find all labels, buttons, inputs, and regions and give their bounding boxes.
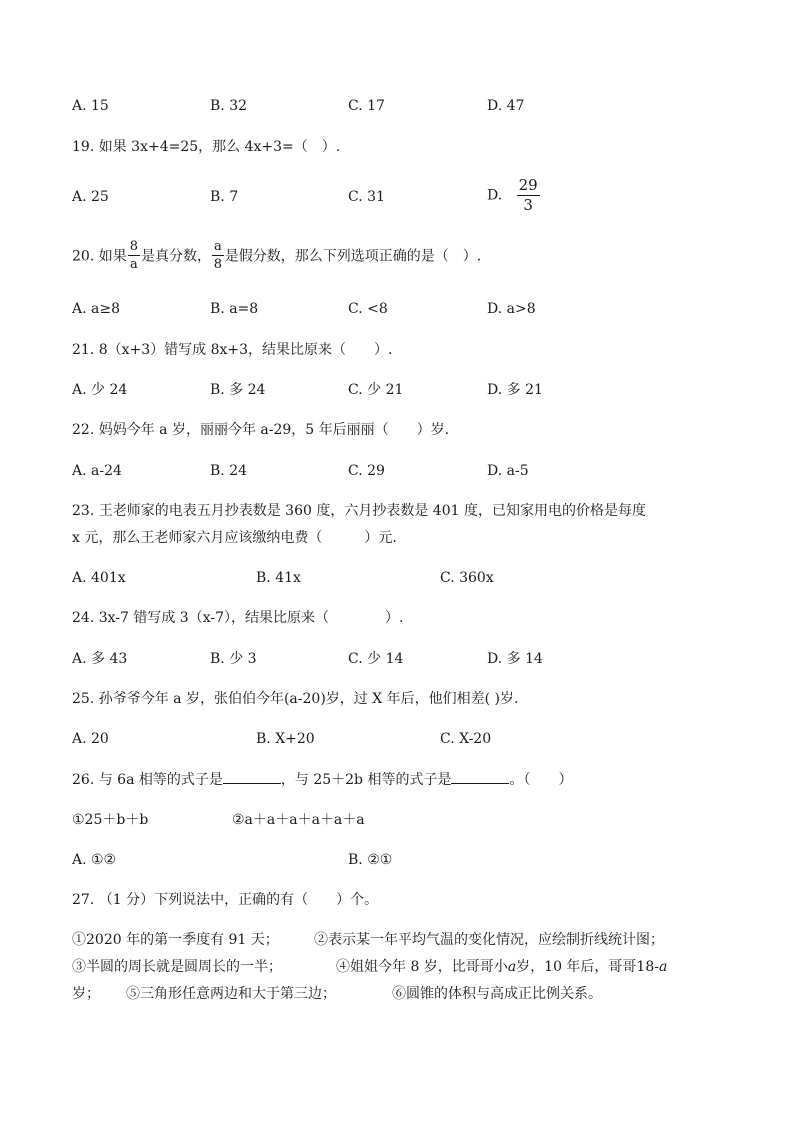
q22-option-d[interactable]: D. a-5 — [487, 463, 529, 479]
q24-option-a[interactable]: A. 多 43 — [72, 651, 128, 667]
q24-option-d[interactable]: D. 多 14 — [487, 651, 543, 667]
q26-blank-1[interactable] — [223, 769, 281, 784]
q20-option-b[interactable]: B. a=8 — [210, 301, 259, 317]
q20-option-a[interactable]: A. a≥8 — [72, 301, 120, 317]
q20-stem — [72, 240, 481, 271]
q21-option-b[interactable]: B. 多 24 — [210, 382, 266, 398]
q20-stem-part-a: 20. 如果 — [72, 248, 127, 265]
q19-stem: 19. 如果 3x+4=25，那么 4x+3=（ ）. — [72, 139, 341, 155]
q27-statement-3: ③半圆的周长就是圆周长的一半； — [72, 959, 282, 975]
q18-option-d[interactable]: D. 47 — [487, 98, 525, 114]
q26-option-b[interactable]: B. ②① — [348, 852, 393, 868]
q27-statement-5: ⑤三角形任意两边和大于第三边； — [126, 986, 336, 1002]
fraction-denominator: 3 — [523, 196, 533, 214]
q20-option-c[interactable]: C. <8 — [348, 301, 388, 317]
q27-statement-4 — [336, 957, 667, 977]
q19-option-a[interactable]: A. 25 — [72, 189, 109, 205]
q26-stem-part-a: 26. 与 6a 相等的式子是 — [72, 772, 223, 788]
q25-stem: 25. 孙爷爷今年 a 岁，张伯伯今年(a-20)岁，过 X 年后，他们相差( )岁. — [72, 691, 519, 707]
fraction-numerator: 8 — [129, 239, 138, 254]
q22-option-b[interactable]: B. 24 — [210, 463, 248, 479]
q26-item-2: ②a＋a＋a＋a＋a＋a — [232, 812, 365, 828]
q21-option-d[interactable]: D. 多 21 — [487, 382, 543, 398]
q27-variable-a: a — [507, 959, 517, 975]
fraction-denominator: 8 — [213, 257, 223, 272]
q19-option-d[interactable] — [487, 178, 541, 213]
q18-option-c[interactable]: C. 17 — [348, 98, 385, 114]
q24-option-b[interactable]: B. 少 3 — [210, 651, 257, 667]
q25-option-c[interactable]: C. X-20 — [440, 731, 492, 747]
q21-option-a[interactable]: A. 少 24 — [72, 382, 128, 398]
q27-stem: 27. （1 分）下列说法中，正确的有（ ）个。 — [72, 892, 379, 908]
q26-item-1: ①25＋b＋b — [72, 812, 149, 828]
q27-statement-6: ⑥圆锥的体积与高成正比例关系。 — [392, 986, 602, 1002]
q20-option-d[interactable]: D. a>8 — [487, 301, 536, 317]
q25-option-b[interactable]: B. X+20 — [256, 731, 315, 747]
q24-stem: 24. 3x-7 错写成 3（x-7），结果比原来（ ）. — [72, 610, 404, 626]
fraction-denominator: a — [129, 257, 138, 272]
q26-stem-part-c: 。（ ） — [509, 772, 573, 788]
q26-stem — [72, 769, 572, 790]
q24-option-c[interactable]: C. 少 14 — [348, 651, 404, 667]
q23-stem-line-1: 23. 王老师家的电表五月抄表数是 360 度，六月抄表数是 401 度，已知家用电的价格是每度 — [72, 503, 646, 519]
q20-stem-part-c: 是假分数，那么下列选项正确的是（ ）. — [224, 248, 482, 265]
q23-option-a[interactable]: A. 401x — [72, 570, 126, 586]
q23-stem-line-2: x 元，那么王老师家六月应该缴纳电费（ ）元. — [72, 530, 397, 546]
q25-option-a[interactable]: A. 20 — [72, 731, 109, 747]
q26-stem-part-b: ，与 25＋2b 相等的式子是 — [280, 772, 452, 788]
q23-option-c[interactable]: C. 360x — [440, 570, 494, 586]
q23-option-b[interactable]: B. 41x — [256, 570, 301, 586]
fraction-numerator: a — [214, 239, 222, 254]
q22-option-c[interactable]: C. 29 — [348, 463, 385, 479]
q21-option-c[interactable]: C. 少 21 — [348, 382, 404, 398]
q20-fraction-2 — [212, 240, 224, 271]
fraction-numerator: 29 — [518, 176, 538, 194]
q19-option-d-fraction — [517, 178, 540, 213]
q21-stem: 21. 8（x+3）错写成 8x+3，结果比原来（ ）. — [72, 342, 393, 358]
q26-blank-2[interactable] — [451, 769, 509, 784]
q19-option-d-label: D. — [487, 187, 503, 204]
q27-variable-a-2: a — [658, 959, 668, 975]
q19-option-b[interactable]: B. 7 — [210, 189, 239, 205]
q22-stem: 22. 妈妈今年 a 岁，丽丽今年 a-29，5 年后丽丽（ ）岁. — [72, 422, 450, 438]
q18-option-b[interactable]: B. 32 — [210, 98, 248, 114]
q27-statement-1: ①2020 年的第一季度有 91 天； — [72, 932, 279, 948]
q26-option-a[interactable]: A. ①② — [72, 852, 117, 868]
q18-option-a[interactable]: A. 15 — [72, 98, 109, 114]
q22-option-a[interactable]: A. a-24 — [72, 463, 122, 479]
q19-option-c[interactable]: C. 31 — [348, 189, 385, 205]
q20-fraction-1 — [128, 240, 140, 271]
q27-statement-4-end: 岁； — [72, 986, 100, 1002]
q27-statement-4-part-a: ④姐姐今年 8 岁，比哥哥小 — [336, 959, 508, 975]
q27-statement-2: ②表示某一年平均气温的变化情况，应绘制折线统计图； — [314, 932, 664, 948]
q27-statement-4-part-b: 岁，10 年后，哥哥18- — [516, 959, 659, 975]
q20-stem-part-b: 是真分数， — [141, 248, 211, 265]
